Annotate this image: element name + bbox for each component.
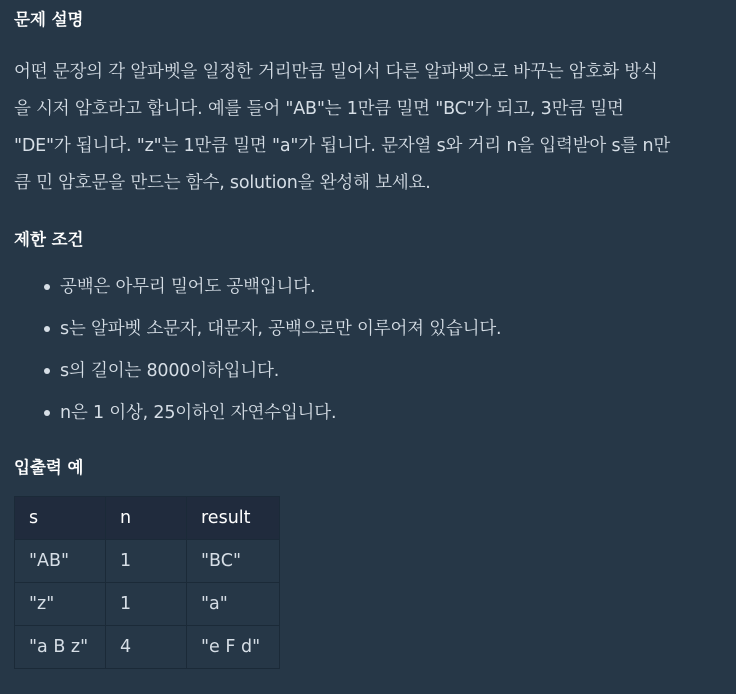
cell-s: "AB"	[15, 540, 106, 583]
cell-s: "z"	[15, 583, 106, 626]
problem-title: 문제 설명	[14, 10, 84, 29]
cell-n: 4	[106, 626, 187, 669]
header-n: n	[106, 497, 187, 540]
constraint-item: s의 길이는 8000이하입니다.	[60, 350, 720, 392]
description-line: 을 시저 암호라고 합니다. 예를 들어 "AB"는 1만큼 밀면 "BC"가 되고, 3만큼 밀면	[14, 99, 624, 119]
cell-result: "e F d"	[187, 626, 280, 669]
table-row	[15, 583, 280, 626]
description-line: 어떤 문장의 각 알파벳을 일정한 거리만큼 밀어서 다른 알파벳으로 바꾸는 암호화 방식	[14, 62, 658, 82]
table-row	[15, 540, 280, 583]
table-header-row	[15, 497, 280, 540]
cell-result: "BC"	[187, 540, 280, 583]
header-result: result	[187, 497, 280, 540]
cell-n: 1	[106, 583, 187, 626]
problem-description	[14, 54, 720, 202]
constraint-item: 공백은 아무리 밀어도 공백입니다.	[60, 266, 720, 308]
cell-n: 1	[106, 540, 187, 583]
constraints-title: 제한 조건	[14, 230, 84, 249]
cell-result: "a"	[187, 583, 280, 626]
constraint-item: n은 1 이상, 25이하인 자연수입니다.	[60, 392, 720, 434]
description-line: "DE"가 됩니다. "z"는 1만큼 밀면 "a"가 됩니다. 문자열 s와 거리 n을 입력받아 s를 n만	[14, 136, 671, 156]
table-row	[15, 626, 280, 669]
constraints-list	[14, 266, 720, 434]
header-s: s	[15, 497, 106, 540]
constraint-item: s는 알파벳 소문자, 대문자, 공백으로만 이루어져 있습니다.	[60, 308, 720, 350]
examples-table	[14, 496, 280, 669]
examples-title: 입출력 예	[14, 458, 84, 477]
cell-s: "a B z"	[15, 626, 106, 669]
description-line: 큼 민 암호문을 만드는 함수, solution을 완성해 보세요.	[14, 173, 431, 193]
